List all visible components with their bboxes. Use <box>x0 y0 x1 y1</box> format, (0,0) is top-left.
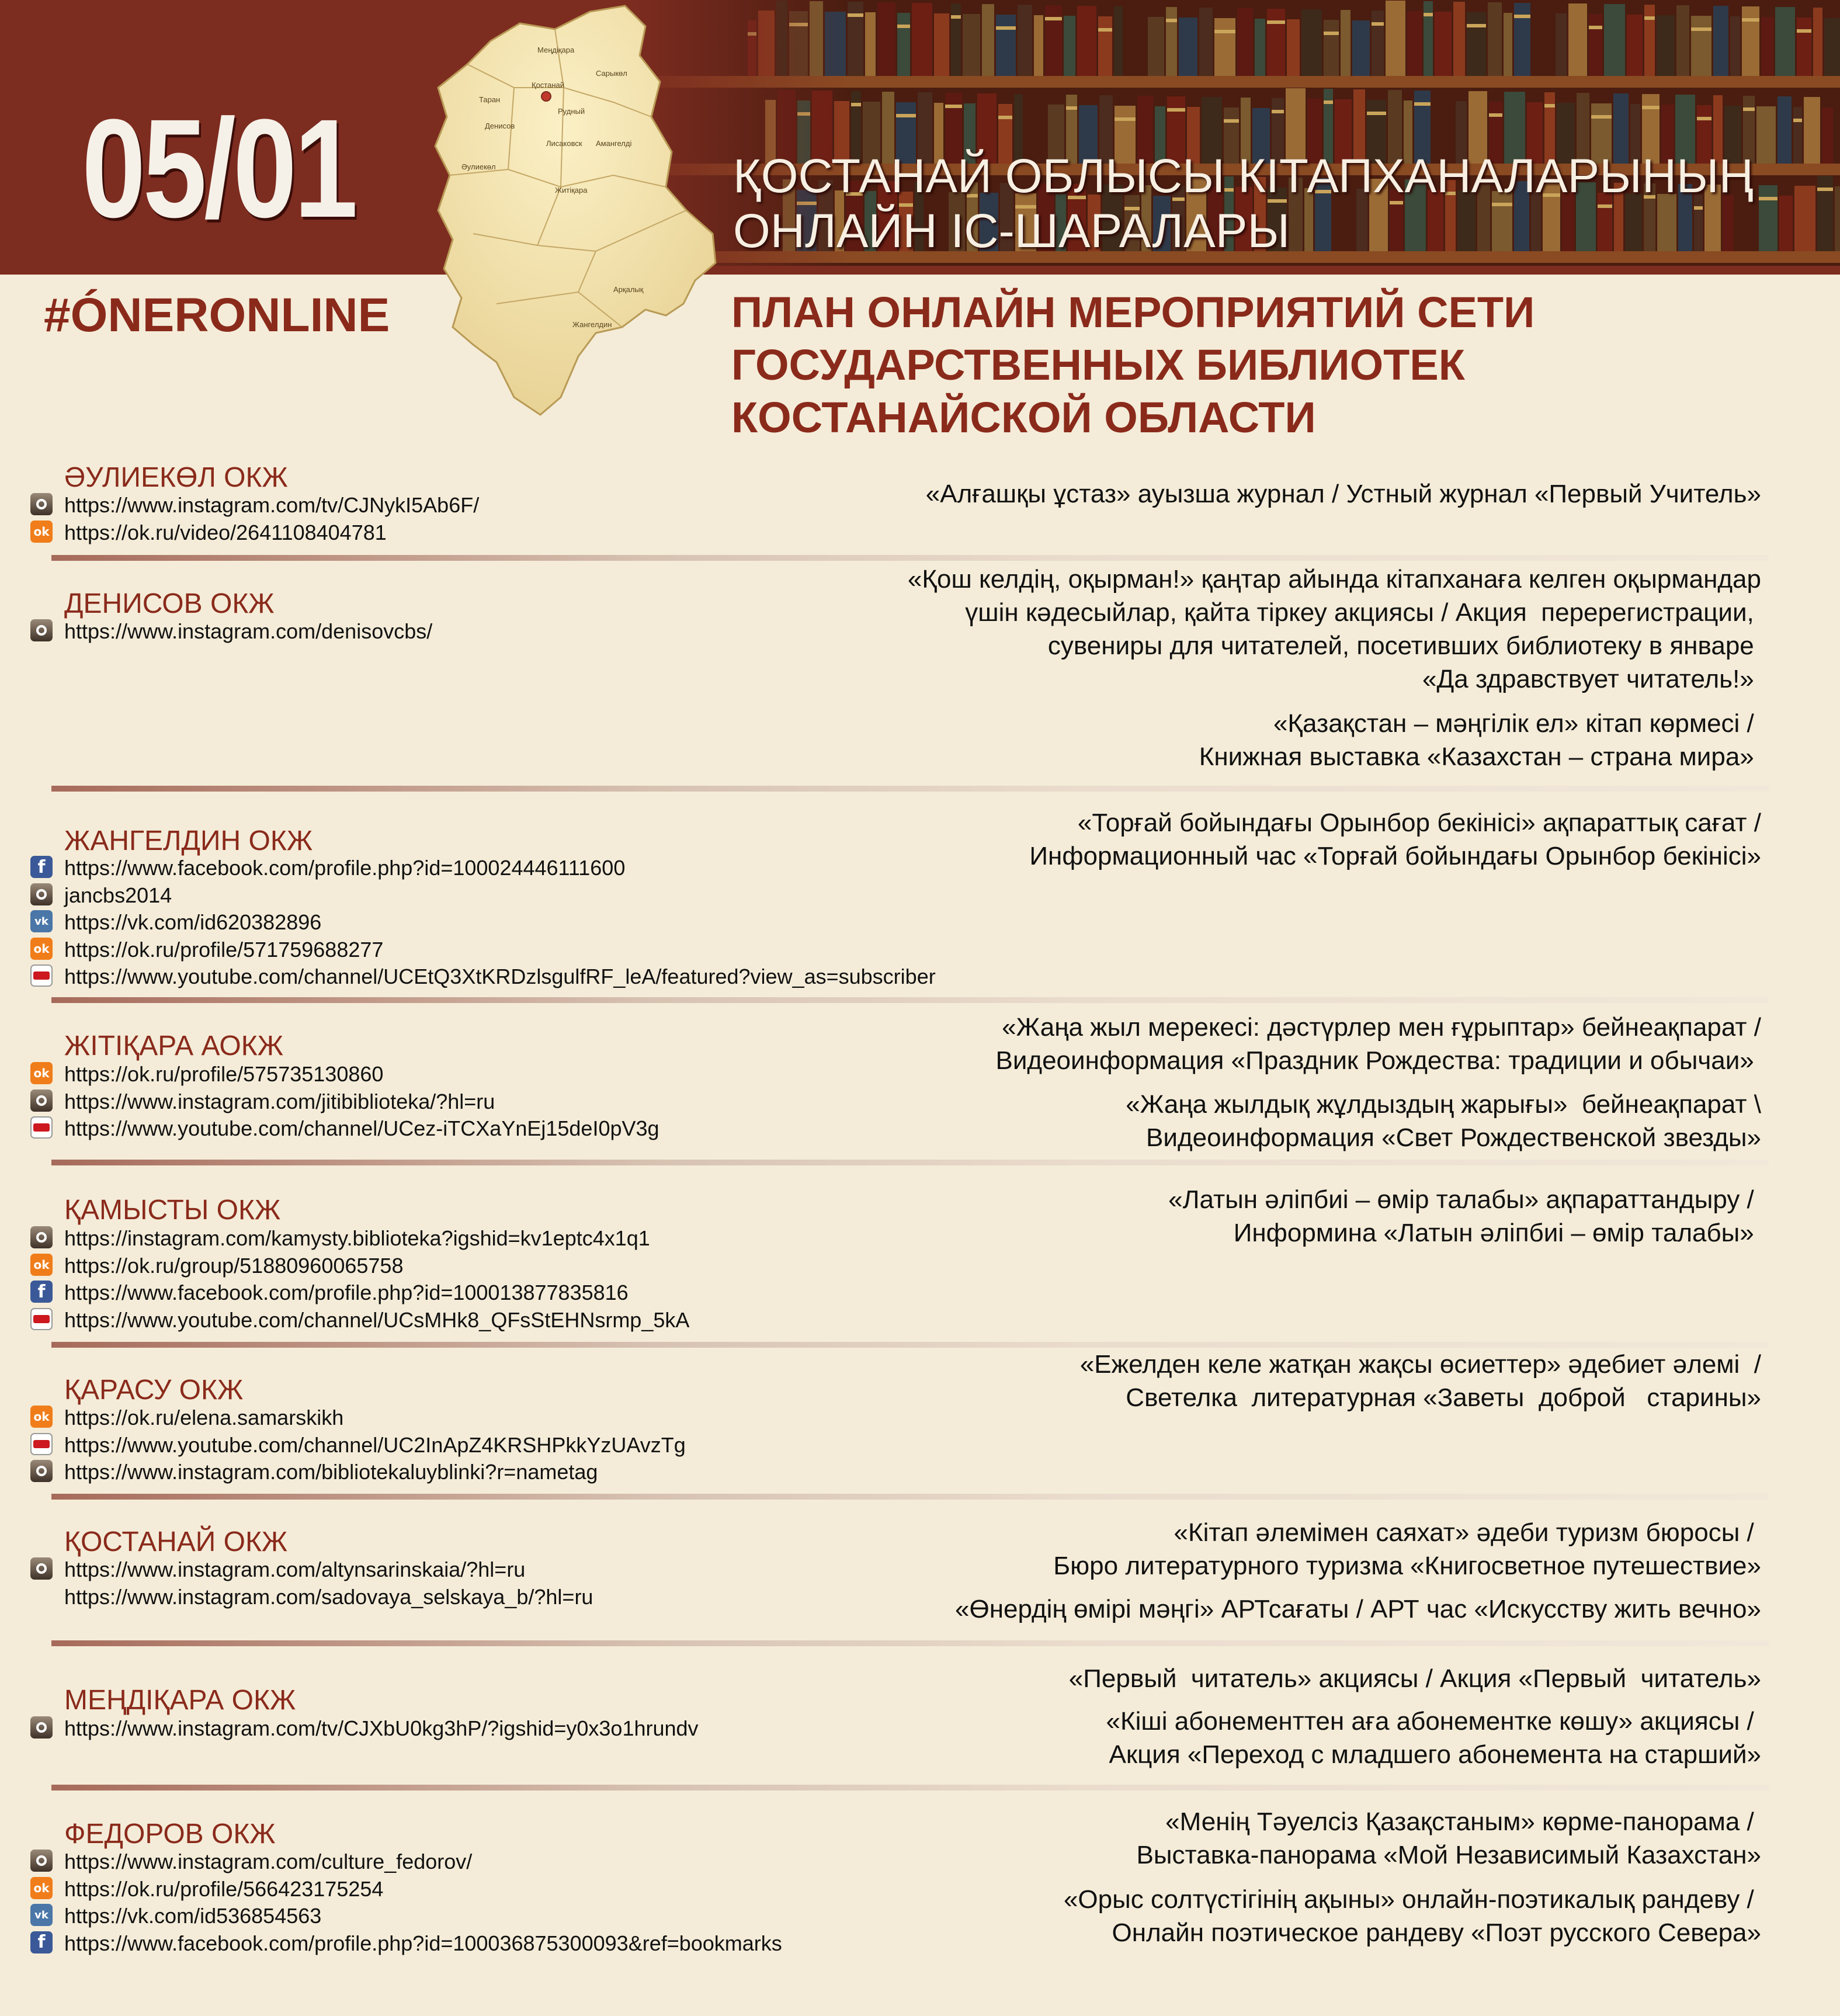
section-divider <box>51 1342 1769 1348</box>
map-label: Житіқара <box>555 186 588 195</box>
instagram-icon <box>30 1089 53 1112</box>
library-link[interactable]: https://vk.com/id620382896 <box>64 910 322 934</box>
header-banner <box>0 0 1840 275</box>
library-link[interactable]: https://www.instagram.com/altynsarinskaia/?hl=ru <box>64 1557 526 1581</box>
event-description: «Кітап әлемімен саяхат» әдеби туризм бюросы / Бюро литературного туризма «Книгосветное путешествие» <box>1053 1518 1761 1580</box>
ok-icon: ok <box>30 1877 53 1899</box>
event-description: «Қазақстан – мәңгілік ел» кітап көрмесі / Книжная выставка «Казахстан – страна мира» <box>1199 709 1754 771</box>
hashtag: #ÓNERONLINE <box>44 289 390 342</box>
event-description: «Торғай бойындағы Орынбор бекінісі» ақпараттық сағат / Информационный час «Торғай бойындағы Орынбор бекінісі» <box>1029 809 1761 870</box>
ok-icon: ok <box>30 1254 53 1276</box>
date-label: 05/01 <box>82 90 355 247</box>
map-label: Арқалық <box>613 285 644 294</box>
library-link[interactable]: https://www.youtube.com/channel/UCEtQ3XtKRDzlsgulfRF_leA/featured?view_as=subscriber <box>64 964 936 988</box>
facebook-icon: f <box>30 1931 53 1953</box>
vk-icon: vk <box>30 1904 53 1926</box>
library-name: ФЕДОРОВ ОКЖ <box>64 1819 276 1850</box>
youtube-icon <box>30 1308 53 1330</box>
instagram-icon <box>30 1226 53 1248</box>
library-name: МЕҢДІҚАРА ОКЖ <box>64 1685 296 1716</box>
section-divider <box>51 786 1769 792</box>
library-link[interactable]: https://ok.ru/profile/575735130860 <box>64 1062 384 1086</box>
library-name: ДЕНИСОВ ОКЖ <box>64 588 275 619</box>
section-divider <box>51 555 1769 561</box>
library-link[interactable]: https://ok.ru/profile/566423175254 <box>64 1876 384 1901</box>
event-description: «Жаңа жылдық жұлдыздың жарығы» бейнеақпарат \ Видеоинформация «Свет Рождественской звезды» <box>1126 1090 1761 1152</box>
library-link[interactable]: https://ok.ru/elena.samarskikh <box>64 1406 344 1429</box>
event-description: «Жаңа жыл мерекесі: дәстүрлер мен ғұрыптар» бейнеақпарат / Видеоинформация «Праздник Рождества: традиции и обычаи» <box>995 1013 1761 1075</box>
event-description: «Алғашқы ұстаз» ауызша журнал / Устный журнал «Первый Учитель» <box>925 480 1761 508</box>
map-label: Рудный <box>558 107 585 116</box>
event-description: «Латын әліпбиі – өмір талабы» ақпараттандыру / Информина «Латын әліпбиі – өмір талабы» <box>1168 1185 1754 1247</box>
russian-title <box>731 286 1794 444</box>
kostanay-region-map <box>421 0 724 421</box>
map-label: Лисаковск <box>546 139 582 148</box>
facebook-icon: f <box>30 856 53 878</box>
youtube-icon <box>30 1116 53 1139</box>
instagram-icon <box>30 1460 53 1482</box>
section-divider <box>51 997 1769 1003</box>
library-name: ҚАРАСУ ОКЖ <box>64 1375 244 1406</box>
library-link[interactable]: https://ok.ru/video/2641108404781 <box>64 520 387 544</box>
map-label: Сарыкөл <box>596 69 627 78</box>
event-description: «Ежелден келе жатқан жақсы өсиеттер» әдебиет әлемі / Светелка литературная «Заветы доброй старины» <box>1079 1350 1761 1412</box>
library-link[interactable]: https://vk.com/id536854563 <box>64 1904 322 1928</box>
library-link[interactable]: https://www.facebook.com/profile.php?id=100036875300093&ref=bookmarks <box>64 1931 782 1955</box>
instagram-icon <box>30 1850 53 1872</box>
event-description: «Өнердің өмірі мәңгі» АРТсағаты / АРТ час «Искусству жить вечно» <box>955 1595 1761 1623</box>
library-name: ӘУЛИЕКӨЛ ОКЖ <box>64 462 288 493</box>
instagram-icon <box>30 1557 53 1580</box>
map-label: Таран <box>479 95 501 104</box>
map-label: Қостанай <box>532 81 565 89</box>
map-label: Меңдіқара <box>537 46 575 54</box>
map-label: Жангелдин <box>572 320 612 329</box>
map-label: Әулиекөл <box>461 162 496 171</box>
ok-icon: ok <box>30 938 53 960</box>
russian-title-line2: ГОСУДАРСТВЕННЫХ БИБЛИОТЕК <box>731 341 1465 389</box>
instagram-icon <box>30 493 53 515</box>
section-divider <box>51 1494 1769 1500</box>
library-link[interactable]: https://www.facebook.com/profile.php?id=100013877835816 <box>64 1281 629 1304</box>
event-description: «Кіші абонементтен аға абонементке көшу» акциясы / Акция «Переход с младшего абонемента на старший» <box>1106 1707 1761 1769</box>
instagram-icon <box>30 619 53 641</box>
library-name: ЖІТІҚАРА АОКЖ <box>64 1030 284 1061</box>
library-link[interactable]: https://www.instagram.com/jitibiblioteka/?hl=ru <box>64 1089 495 1113</box>
library-link[interactable]: jancbs2014 <box>64 883 172 907</box>
russian-title-line3: КОСТАНАЙСКОЙ ОБЛАСТИ <box>731 393 1316 442</box>
event-description: «Первый читатель» акциясы / Акция «Первый читатель» <box>1068 1664 1761 1693</box>
library-name: ҚАМЫСТЫ ОКЖ <box>64 1195 281 1226</box>
library-link[interactable]: https://www.instagram.com/denisovcbs/ <box>64 619 433 643</box>
instagram-icon <box>30 883 53 905</box>
event-description: «Менің Тәуелсіз Қазақстаным» көрме-панорама / Выставка-панорама «Мой Независимый Казахстан» <box>1136 1807 1761 1869</box>
facebook-icon: f <box>30 1281 53 1303</box>
ok-icon: ok <box>30 1406 53 1428</box>
library-link[interactable]: https://www.instagram.com/tv/CJNykI5Ab6F/ <box>64 493 480 517</box>
youtube-icon <box>30 964 53 987</box>
library-name: ЖАНГЕЛДИН ОКЖ <box>64 825 313 856</box>
ok-icon: ok <box>30 1062 53 1084</box>
library-link[interactable]: https://www.instagram.com/sadovaya_selskaya_b/?hl=ru <box>64 1584 593 1609</box>
map-label: Амангелді <box>596 139 632 148</box>
kazakh-title <box>733 149 1785 259</box>
ok-icon: ok <box>30 521 53 543</box>
library-link[interactable]: https://www.instagram.com/tv/CJXbU0kg3hP/?igshid=y0x3o1hrundv <box>64 1716 699 1740</box>
section-divider <box>51 1640 1769 1646</box>
event-description: «Қош келдің, оқырман!» қаңтар айында кітапханаға келген оқырмандар үшін кәдесыйлар, қайта тіркеу акциясы / Акция перерегистрации, сувениры для читателей, посетивших библиотеку в январе «Да здравствует читатель!» <box>907 565 1761 693</box>
youtube-icon <box>30 1433 53 1455</box>
section-divider <box>51 1160 1769 1165</box>
library-link[interactable]: https://www.youtube.com/channel/UCez-iTCXaYnEj15deI0pV3g <box>64 1116 659 1140</box>
library-link[interactable]: https://www.instagram.com/culture_fedorov/ <box>64 1850 473 1873</box>
library-name: ҚОСТАНАЙ ОКЖ <box>64 1526 288 1557</box>
map-label: Денисов <box>485 122 515 130</box>
vk-icon: vk <box>30 910 53 932</box>
event-description: «Орыс солтүстігінің ақыны» онлайн-поэтикалық рандеву / Онлайн поэтическое рандеву «Поэт русского Севера» <box>1063 1885 1761 1947</box>
kazakh-title-line2: ОНЛАЙН ІС-ШАРАЛАРЫ <box>733 204 1290 258</box>
library-link[interactable]: https://www.youtube.com/channel/UC2InApZ4KRSHPkkYzUAvzTg <box>64 1432 686 1457</box>
library-link[interactable]: https://www.youtube.com/channel/UCsMHk8_QFsStEHNsrmp_5kA <box>64 1307 690 1332</box>
library-link[interactable]: https://instagram.com/kamysty.biblioteka?igshid=kv1eptc4x1q1 <box>64 1226 650 1250</box>
library-link[interactable]: https://www.instagram.com/bibliotekaluyblinki?r=nametag <box>64 1460 598 1484</box>
library-link[interactable]: https://ok.ru/group/51880960065758 <box>64 1253 404 1278</box>
instagram-icon <box>30 1716 53 1739</box>
library-link[interactable]: https://www.facebook.com/profile.php?id=100024446111600 <box>64 856 626 880</box>
russian-title-line1: ПЛАН ОНЛАЙН МЕРОПРИЯТИЙ СЕТИ <box>731 288 1535 336</box>
library-link[interactable]: https://ok.ru/profile/571759688277 <box>64 937 384 962</box>
kazakh-title-line1: ҚОСТАНАЙ ОБЛЫСЫ КІТАПХАНАЛАРЫНЫҢ <box>733 150 1754 203</box>
section-divider <box>51 1785 1769 1791</box>
